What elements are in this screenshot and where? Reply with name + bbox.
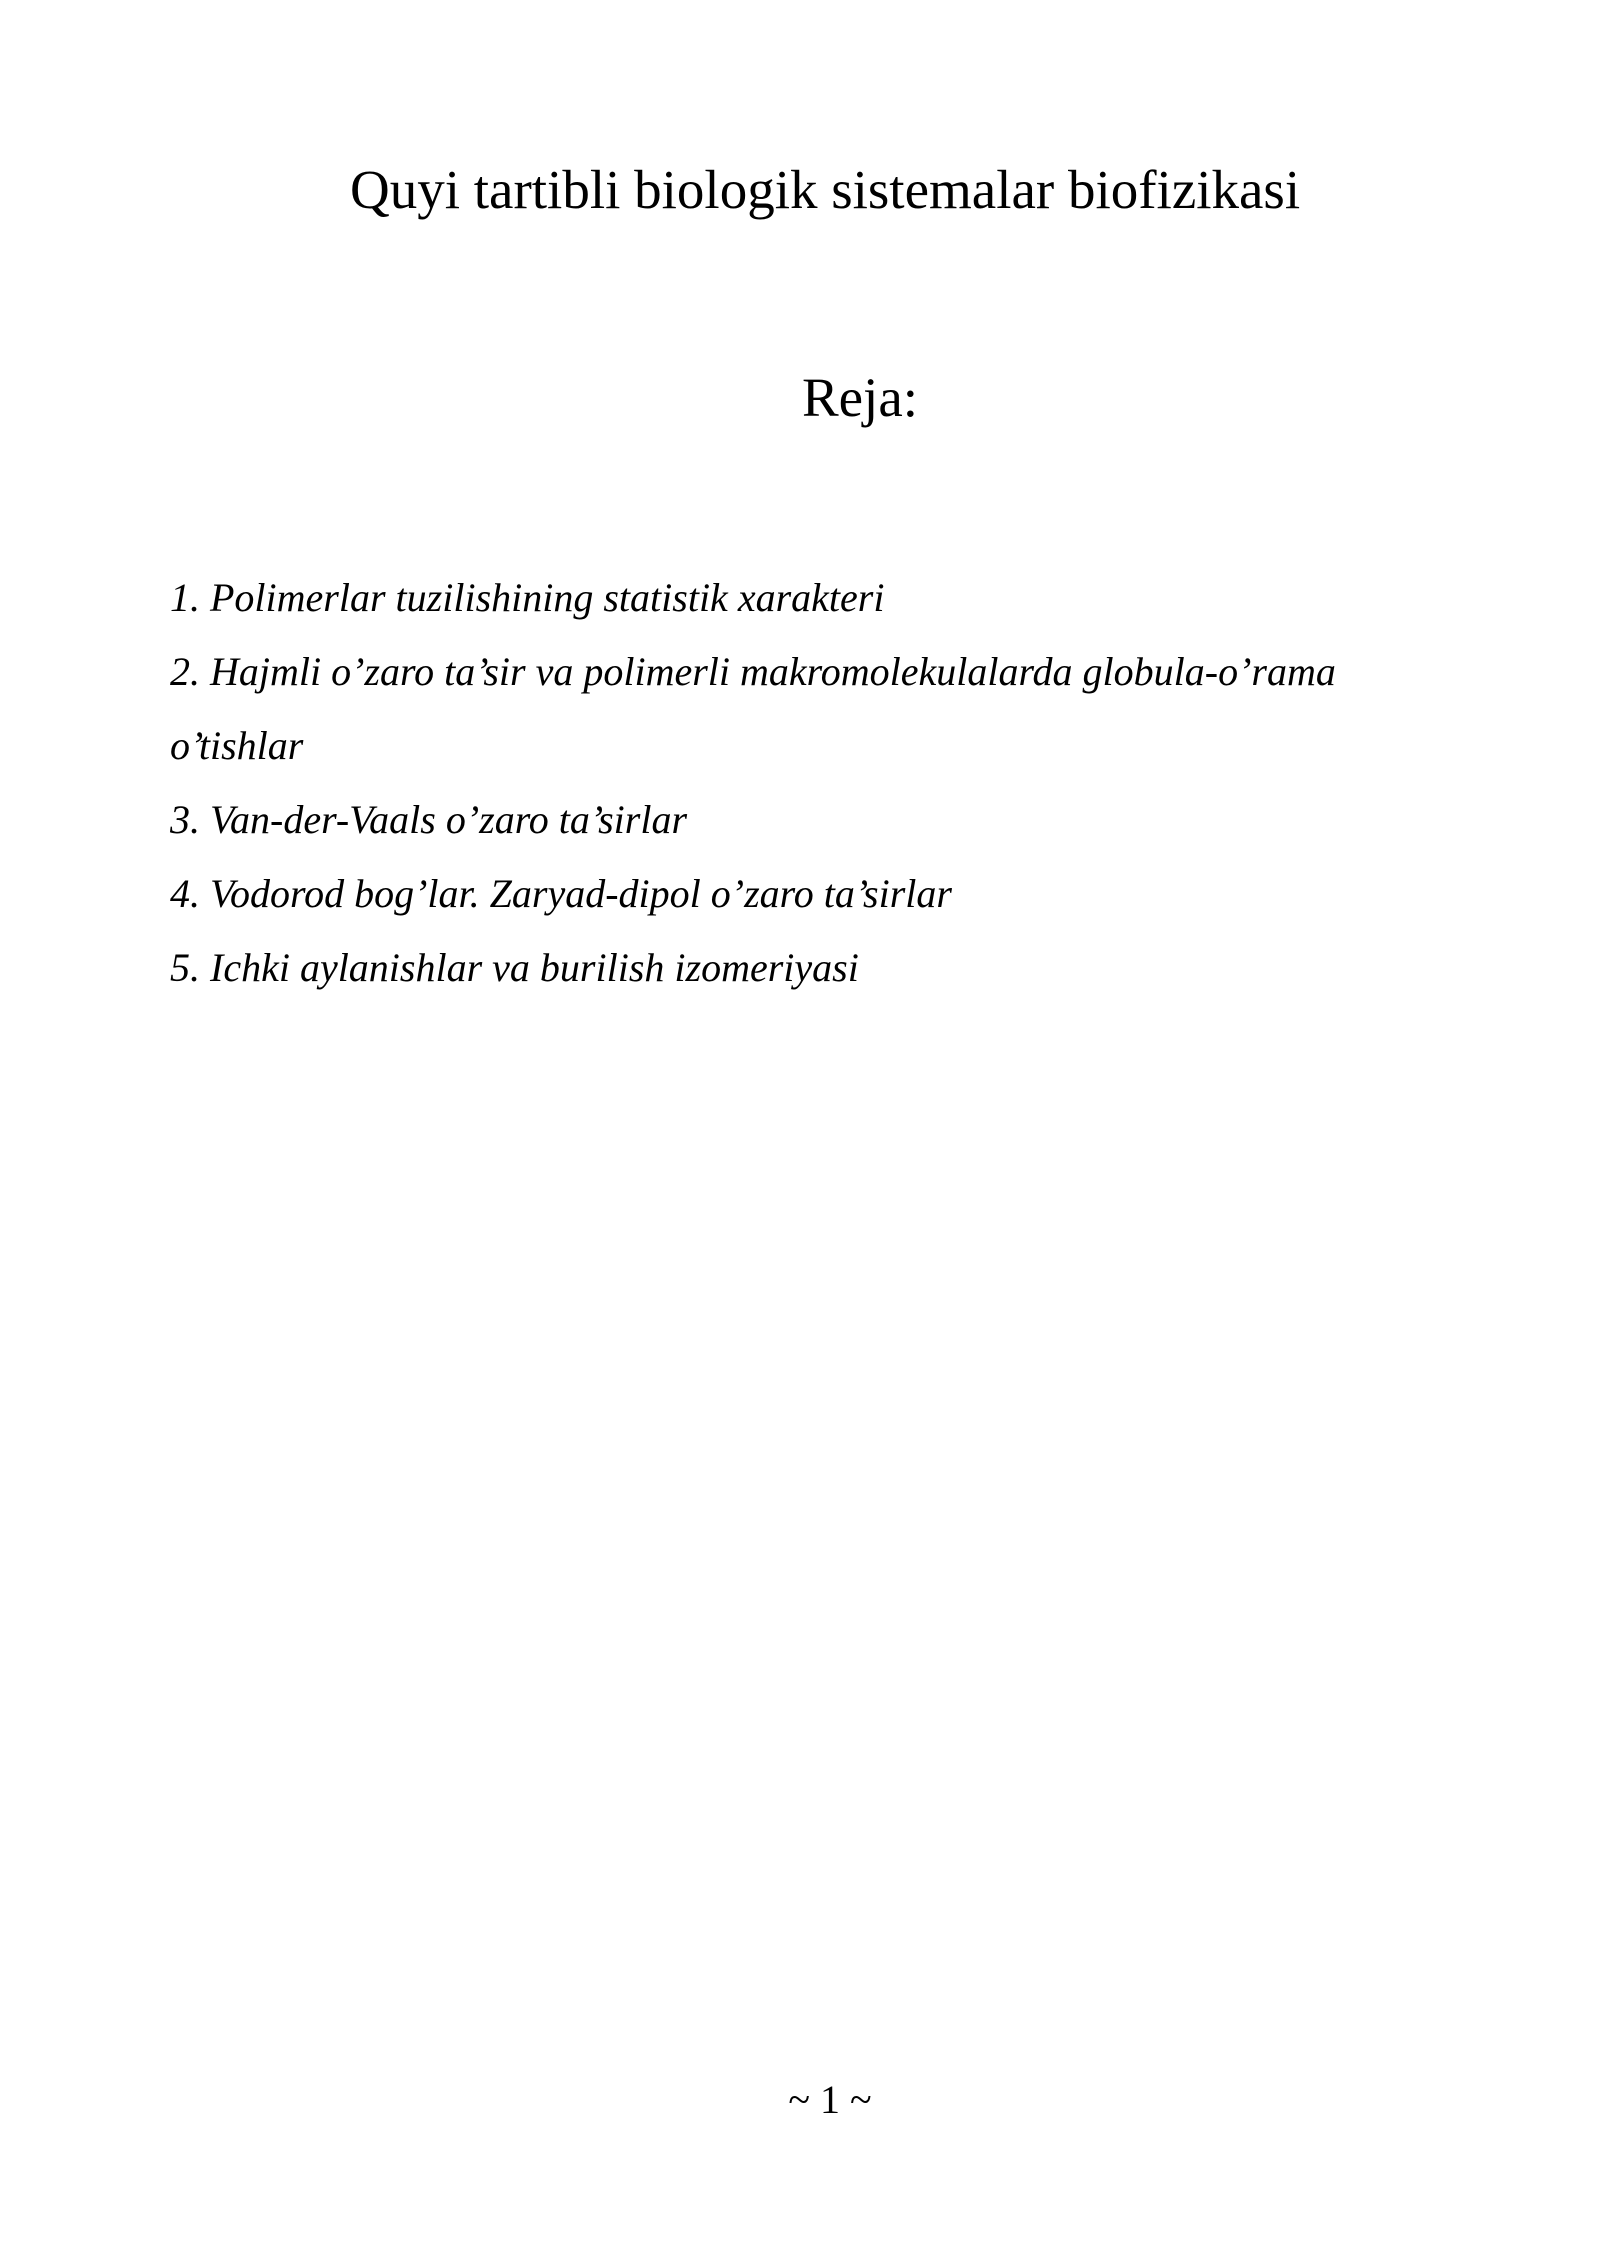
plan-heading: Reja:: [801, 367, 919, 428]
plan-item-4: 4. Vodorod bog’lar. Zaryad-dipol o’zaro ta’sirlar: [170, 871, 952, 916]
plan-item-3: 3. Van-der-Vaals o’zaro ta’sirlar: [170, 797, 688, 842]
plan-item-5: 5. Ichki aylanishlar va burilish izomeriyasi: [170, 945, 859, 990]
document-title: Quyi tartibli biologik sistemalar biofizikasi: [350, 159, 1301, 220]
plan-item-1: 1. Polimerlar tuzilishining statistik xarakteri: [170, 575, 885, 620]
plan-item-2: 2. Hajmli o’zaro ta’sir va polimerli makromolekulalarda globula-o’rama: [170, 649, 1336, 694]
plan-item-2-continuation: o’tishlar: [170, 723, 304, 768]
page-number: ~ 1 ~: [788, 2077, 872, 2122]
plan-list: [170, 561, 1470, 1005]
